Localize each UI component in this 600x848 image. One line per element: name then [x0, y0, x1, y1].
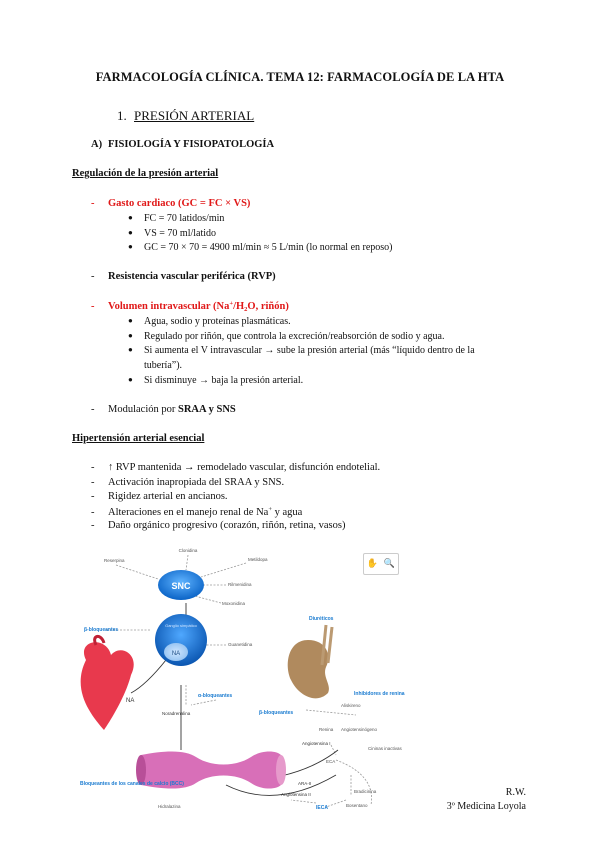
svg-text:Noradrenalina: Noradrenalina: [162, 711, 191, 716]
section-1-number: 1.: [117, 108, 127, 123]
svg-text:NA: NA: [171, 651, 181, 657]
snc-label: SNC: [171, 581, 191, 591]
gasto-label: Gasto cardiaco (GC = FC × VS): [108, 198, 251, 209]
volumen-label: Volumen intravascular (Na+/H2O, riñón): [108, 300, 289, 313]
volumen-item: - Volumen intravascular (Na+/H2O, riñón): [91, 300, 289, 313]
svg-text:Bloqueantes de los canales de: Bloqueantes de los canales de calcio (BCC): [80, 781, 184, 787]
svg-text:Renina: Renina: [319, 727, 334, 732]
hta-heading: Hipertensión arterial esencial: [72, 433, 205, 444]
modulacion-item: - Modulación por SRAA y SNS: [91, 404, 236, 415]
list-item: ● Si aumenta el V intravascular → sube la presión arterial (más “líquido dentro de la: [128, 345, 475, 356]
svg-text:Angiotensina II: Angiotensina II: [281, 792, 311, 797]
list-item: ● Agua, sodio y proteínas plasmáticas.: [128, 316, 291, 327]
list-item: ● Si disminuye → baja la presión arterial.: [128, 375, 304, 386]
image-zoom-controls: [363, 553, 399, 575]
list-item: - Rigidez arterial en ancianos.: [91, 491, 228, 502]
list-item: ● Regulado por riñón, que controla la excreción/reabsorción de sodio y agua.: [128, 331, 445, 342]
list-item: - Activación inapropiada del SRAA y SNS.: [91, 477, 285, 488]
svg-text:Aliskireno: Aliskireno: [341, 703, 361, 708]
list-item: ● FC = 70 latidos/min: [128, 213, 225, 224]
svg-text:Rilmenidina: Rilmenidina: [228, 582, 252, 587]
list-item: - Daño orgánico progresivo (corazón, riñón, retina, vasos): [91, 520, 346, 531]
svg-text:Angiotensinógeno: Angiotensinógeno: [341, 727, 378, 732]
heart-illustration: [81, 642, 134, 730]
document-title: FARMACOLOGÍA CLÍNICA. TEMA 12: FARMACOLOGÍA DE LA HTA: [95, 70, 505, 84]
svg-text:β-bloqueantes: β-bloqueantes: [259, 710, 294, 716]
svg-text:Hidralazina: Hidralazina: [158, 804, 181, 809]
list-item: ● VS = 70 ml/latido: [128, 228, 217, 239]
svg-text:Metildopa: Metildopa: [248, 557, 268, 562]
section-a-label: FISIOLOGÍA Y FISIOPATOLOGÍA: [108, 139, 275, 150]
svg-text:Clonidina: Clonidina: [178, 548, 198, 553]
section-a-heading: [91, 139, 274, 150]
svg-text:Reserpina: Reserpina: [104, 558, 125, 563]
list-item: ● GC = 70 × 70 = 4900 ml/min ≈ 5 L/min (lo normal en reposo): [128, 242, 393, 253]
gasto-item: [91, 198, 250, 209]
svg-text:ARA-II: ARA-II: [298, 781, 312, 786]
list-item: - ↑ RVP mantenida → remodelado vascular, disfunción endotelial.: [91, 462, 381, 473]
svg-text:Guanetidina: Guanetidina: [228, 642, 253, 647]
rvp-label: Resistencia vascular periférica (RVP): [108, 271, 276, 282]
section-1-label: PRESIÓN ARTERIAL: [134, 108, 255, 123]
svg-text:Diuréticos: Diuréticos: [309, 616, 334, 622]
section-1-heading: [117, 108, 254, 124]
svg-text:IECA: IECA: [316, 805, 328, 811]
section-a-number: A): [91, 139, 103, 150]
dash-marker: -: [91, 198, 95, 209]
hta-pharmacology-diagram: [76, 545, 421, 819]
svg-text:β-bloqueantes: β-bloqueantes: [84, 627, 119, 633]
rvp-item: - Resistencia vascular periférica (RVP): [91, 271, 276, 282]
svg-text:Moxonidina: Moxonidina: [222, 601, 246, 606]
footer-author: R.W.: [505, 787, 526, 798]
footer-course: 3º Medicina Loyola: [446, 801, 526, 812]
svg-text:NA: NA: [126, 698, 135, 704]
list-item-continuation: tubería”).: [144, 360, 183, 371]
svg-text:Inhibidores de renina: Inhibidores de renina: [354, 691, 405, 697]
svg-text:α-bloqueantes: α-bloqueantes: [198, 693, 233, 699]
list-item: - Alteraciones en el manejo renal de Na+ y agua: [91, 506, 303, 518]
svg-text:Bosentano: Bosentano: [346, 803, 368, 808]
svg-text:Cininas inactivas: Cininas inactivas: [368, 746, 402, 751]
svg-text:Ganglio simpático: Ganglio simpático: [165, 623, 197, 628]
svg-text:Bradicinina: Bradicinina: [354, 789, 377, 794]
regulation-heading: Regulación de la presión arterial: [72, 168, 219, 179]
svg-text:ECA: ECA: [326, 759, 336, 764]
pan-icon[interactable]: ✋: [366, 559, 379, 569]
svg-text:Angiotensina I: Angiotensina I: [302, 741, 331, 746]
zoom-icon[interactable]: 🔍: [383, 559, 396, 569]
